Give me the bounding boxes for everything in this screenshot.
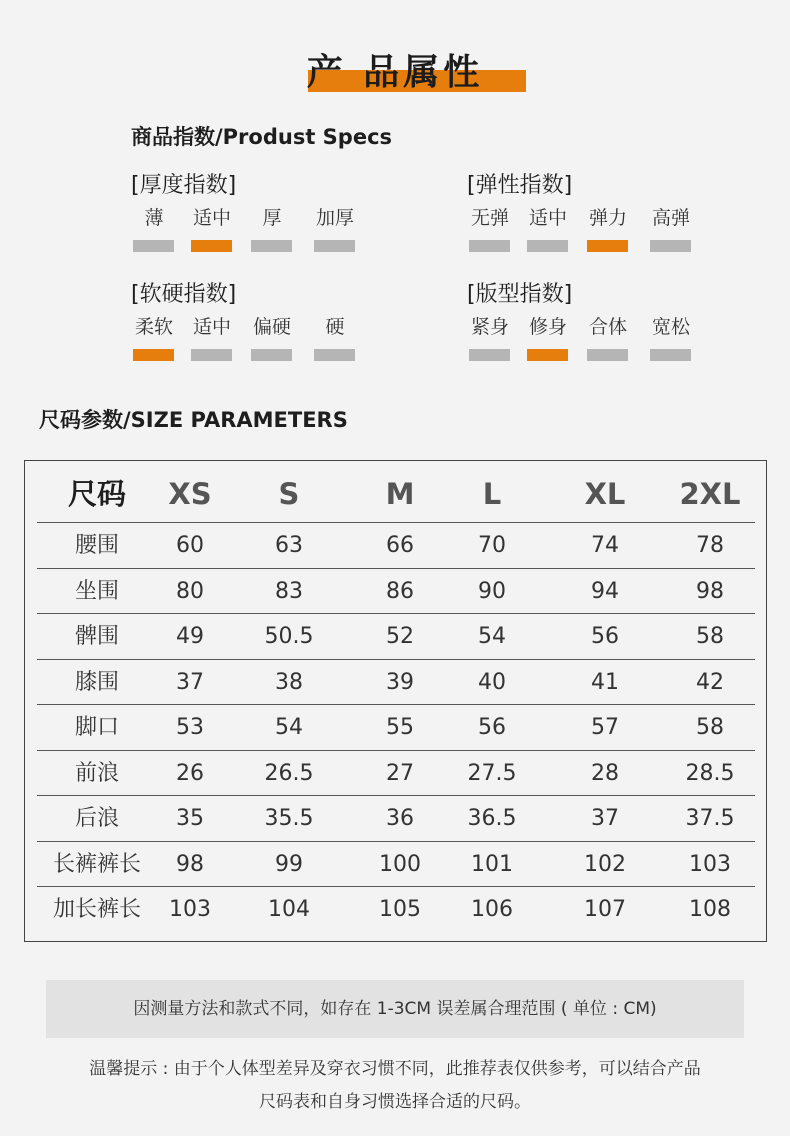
table-cell: 35.5 [264,806,314,831]
row-label-cell: 坐围 [74,578,119,604]
spec-option-label: 高弹 [651,207,690,229]
table-cell: 58 [696,624,724,649]
spec-option-label: 合体 [588,316,627,338]
tip-line-2: 尺码表和自身习惯选择合适的尺码。 [259,1092,531,1112]
table-cell: 36.5 [467,806,517,831]
table-cell: 37 [176,669,204,695]
table-cell: 60 [176,533,204,558]
table-cell: 50.5 [264,624,314,649]
table-cell: 78 [696,533,724,558]
table-cell: 101 [471,851,513,877]
table-cell: 63 [275,533,303,558]
table-cell: 42 [696,669,724,695]
table-cell: 52 [386,624,414,649]
row-label-cell: 长裤裤长 [52,851,141,877]
table-cell: 40 [478,669,506,695]
spec-indicator [527,240,568,252]
spec-group-title: [软硬指数] [131,282,237,307]
table-row [37,796,755,842]
table-cell: 103 [689,851,731,877]
table-cell: 27 [386,760,414,786]
table-cell: 26.5 [264,760,314,786]
spec-option-label: 适中 [192,207,231,229]
table-row [37,660,755,706]
tip-line-1: 温馨提示 : 由于个人体型差异及穿衣习惯不同，此推荐表仅供参考，可以结合产品 [89,1059,701,1079]
table-cell: 41 [591,669,619,695]
spec-group [467,171,707,229]
row-label-cell: 加长裤长 [52,897,141,922]
spec-option-label: 加厚 [315,207,354,229]
spec-option-label: 柔软 [134,316,173,338]
spec-option-label: 偏硬 [252,316,291,338]
row-label-cell: 后浪 [74,806,119,831]
page-title: 产 品属性 [306,52,484,93]
table-cell: 108 [689,897,731,922]
table-header-cell: L [482,477,502,511]
table-cell: 58 [696,715,724,740]
row-label-cell: 脚口 [74,715,119,740]
row-label-cell: 膝围 [74,669,119,695]
table-cell: 28 [591,760,619,786]
table-cell: 100 [379,851,421,877]
table-cell: 98 [696,578,724,604]
spec-option-label: 修身 [528,316,567,338]
table-cell: 107 [584,897,626,922]
row-label-cell: 髀围 [74,624,119,649]
spec-indicator [251,240,292,252]
table-cell: 37.5 [685,806,735,831]
table-cell: 90 [478,578,506,604]
spec-indicator [469,349,510,361]
spec-indicator [650,240,691,252]
specs-heading: 商品指数/Produst Specs [131,125,393,149]
spec-indicator [133,240,174,252]
spec-option-label: 宽松 [651,316,690,338]
spec-option-label: 紧身 [470,316,509,338]
spec-option-label: 适中 [192,316,231,338]
spec-options [131,314,371,354]
table-cell: 26 [176,760,204,786]
spec-option-label: 薄 [144,207,164,229]
table-cell: 37 [591,806,619,831]
table-header-row [37,465,755,523]
table-cell: 99 [275,851,303,877]
table-cell: 53 [176,715,204,740]
spec-options [467,314,707,354]
page-title-block [0,40,790,96]
spec-indicator-active [133,349,174,361]
table-cell: 70 [478,533,506,558]
table-cell: 104 [268,897,310,922]
spec-indicator [587,349,628,361]
table-cell: 57 [591,715,619,740]
spec-options [131,205,371,245]
measurement-note: 因测量方法和款式不同，如存在 1-3CM 误差属合理范围 ( 单位 : CM) [46,980,744,1038]
spec-group [467,280,707,338]
spec-indicator [469,240,510,252]
table-cell: 56 [478,715,506,740]
table-cell: 35 [176,806,204,831]
table-row [37,614,755,660]
table-row [37,705,755,751]
table-row [37,523,755,569]
table-header-cell: XL [584,477,626,511]
spec-options [467,205,707,245]
table-header-cell: XS [168,477,212,511]
spec-group-title: [厚度指数] [131,173,237,198]
table-cell: 56 [591,624,619,649]
table-cell: 106 [471,897,513,922]
table-cell: 83 [275,578,303,604]
table-cell: 54 [478,624,506,649]
row-label-cell: 腰围 [74,533,119,558]
spec-indicator [191,349,232,361]
table-cell: 27.5 [467,760,517,786]
spec-option-label: 适中 [528,207,567,229]
table-cell: 66 [386,533,414,558]
table-cell: 86 [386,578,414,604]
table-cell: 105 [379,897,421,922]
table-cell: 54 [275,715,303,740]
table-header-cell: 尺码 [67,477,126,511]
table-cell: 36 [386,806,414,831]
table-row [37,569,755,615]
table-row [37,751,755,797]
spec-indicator-active [587,240,628,252]
spec-group-title: [版型指数] [467,282,573,307]
spec-indicator [650,349,691,361]
table-header-cell: 2XL [679,477,741,511]
spec-group [131,171,371,229]
table-row [37,842,755,888]
table-cell: 74 [591,533,619,558]
table-header-cell: M [385,477,415,511]
spec-indicator [314,240,355,252]
table-cell: 98 [176,851,204,877]
spec-indicator-active [191,240,232,252]
spec-option-label: 无弹 [470,207,509,229]
table-row [37,887,755,933]
table-cell: 103 [169,897,211,922]
spec-option-label: 弹力 [588,207,627,229]
size-table [24,460,767,942]
spec-option-label: 厚 [262,207,282,229]
table-cell: 55 [386,715,414,740]
spec-group-title: [弹性指数] [467,173,573,198]
table-cell: 80 [176,578,204,604]
table-cell: 28.5 [685,760,735,786]
table-cell: 94 [591,578,619,604]
spec-indicator [251,349,292,361]
table-header-cell: S [278,477,300,511]
table-cell: 39 [386,669,414,695]
spec-indicator-active [527,349,568,361]
spec-option-label: 硬 [325,316,345,338]
table-cell: 38 [275,669,303,695]
table-cell: 102 [584,851,626,877]
spec-indicator [314,349,355,361]
spec-group [131,280,371,338]
size-heading: 尺码参数/SIZE PARAMETERS [39,408,348,432]
row-label-cell: 前浪 [74,760,119,786]
table-cell: 49 [176,624,204,649]
